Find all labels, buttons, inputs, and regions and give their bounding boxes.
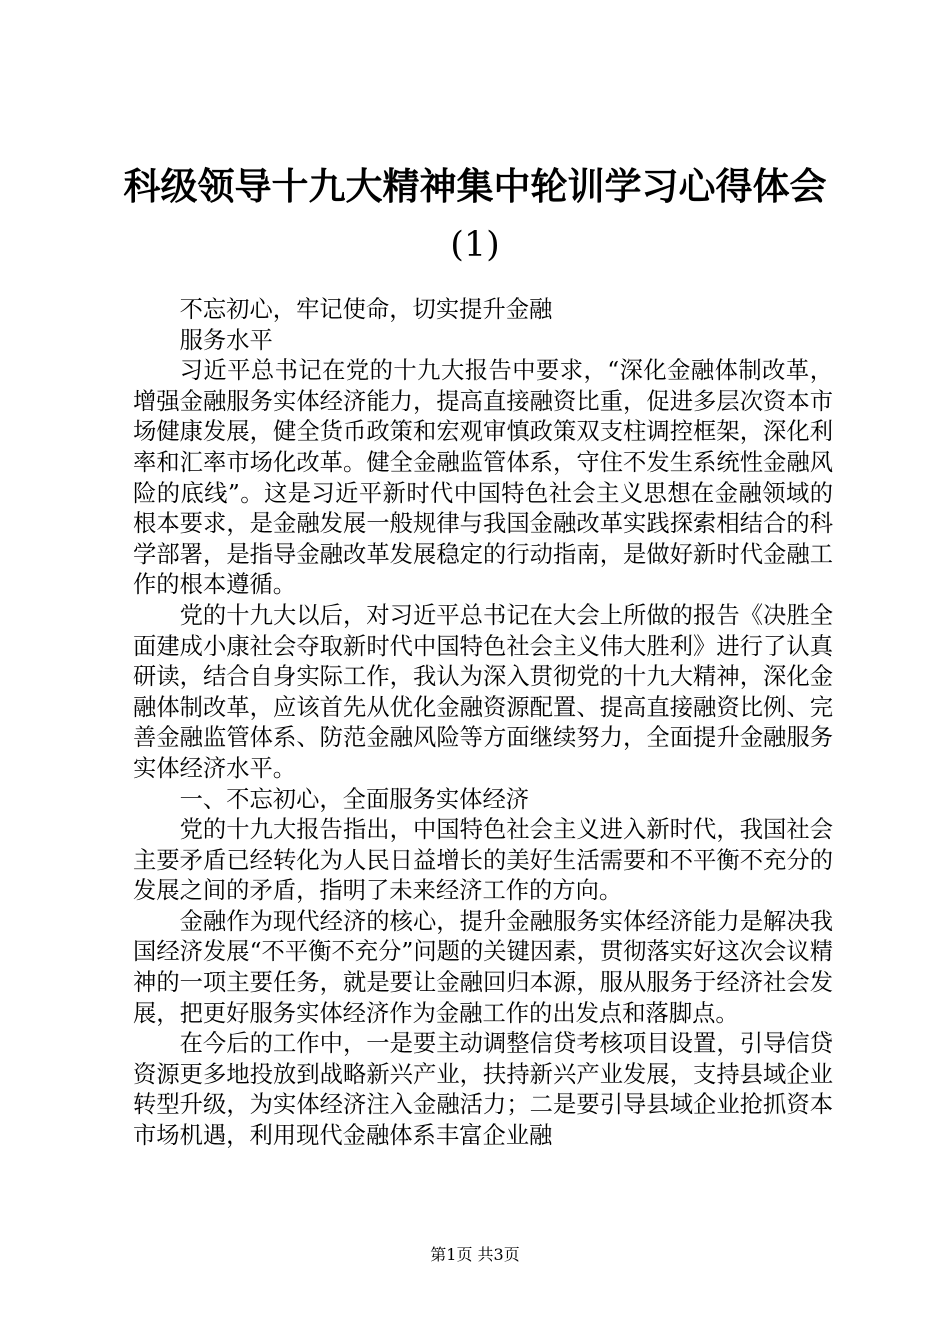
section-heading-1: 一、不忘初心，全面服务实体经济 (179, 785, 530, 813)
paragraph-2: 党的十九大以后，对习近平总书记在大会上所做的报告《决胜全面建成小康社会夺取新时代中国特色社会主义伟大胜利》进行了认真研读，结合自身实际工作，我认为深入贯彻党的十九大精神，深化金融体制改革，应该首先从优化金融资源配置、提高直接融资比例、完善金融监管体系、防范金融风险等方面继续努力，全面提升金融服务实体经济水平。 (133, 601, 833, 782)
paragraph-3: 党的十九大报告指出，中国特色社会主义进入新时代，我国社会主要矛盾已经转化为人民日益增长的美好生活需要和不平衡不充分的发展之间的矛盾，指明了未来经济工作的方向。 (133, 816, 833, 905)
document-body (133, 295, 833, 1152)
page-footer: 第1页 共3页 (430, 1245, 520, 1264)
subtitle-line-1: 不忘初心，牢记使命，切实提升金融 (179, 296, 553, 323)
paragraph-4: 金融作为现代经济的核心，提升金融服务实体经济能力是解决我国经济发展“不平衡不充分”问题的关键因素，贯彻落实好这次会议精神的一项主要任务，就是要让金融回归本源，服从服务于经济社会发展，把更好服务实体经济作为金融工作的出发点和落脚点。 (133, 907, 833, 1027)
document-title-suffix: (1) (450, 225, 500, 265)
paragraph-1: 习近平总书记在党的十九大报告中要求，“深化金融体制改革，增强金融服务实体经济能力，提高直接融资比重，促进多层次资本市场健康发展，健全货币政策和宏观审慎政策双支柱调控框架，深化利率和汇率市场化改革。健全金融监管体系，守住不发生系统性金融风险的底线”。这是习近平新时代中国特色社会主义思想在金融领域的根本要求，是金融发展一般规律与我国金融改革实践探索相结合的科学部署，是指导金融改革发展稳定的行动指南，是做好新时代金融工作的根本遵循。 (133, 357, 833, 599)
subtitle-line-2: 服务水平 (179, 326, 273, 354)
paragraph-5: 在今后的工作中，一是要主动调整信贷考核项目设置，引导信贷资源更多地投放到战略新兴产业，扶持新兴产业发展，支持县域企业转型升级，为实体经济注入金融活力；二是要引导县域企业抢抓资本市场机遇，利用现代金融体系丰富企业融 (133, 1030, 833, 1150)
document-title: 科级领导十九大精神集中轮训学习心得体会 (123, 164, 827, 208)
